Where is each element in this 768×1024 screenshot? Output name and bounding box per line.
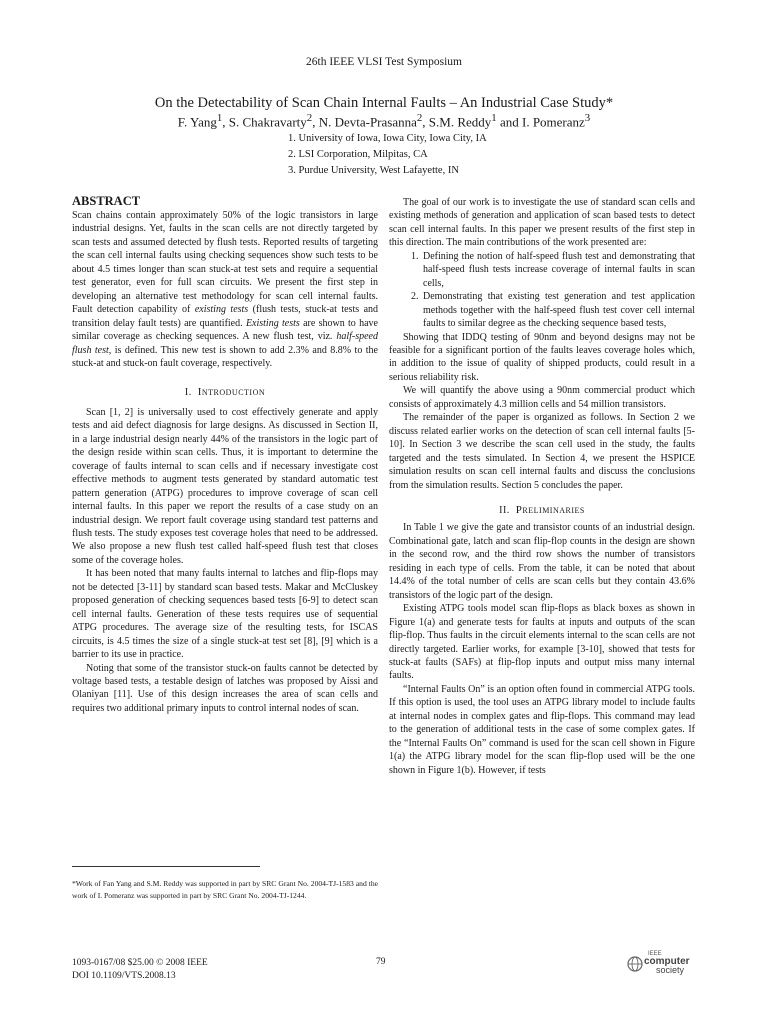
author-line (0, 112, 768, 130)
paragraph: In Table 1 we give the gate and transistor counts of an industrial design. Combinational gate, latch and scan flip-flop counts in the design are shown in the second row, and the third row shows the number of transistors residing in each type of cells. From the table, it can be noted that about 14.4% of the total number of cells are scan cells but they contain 43.6% transistors of the logic part of the design. (389, 522, 695, 601)
abstract-emphasis: Existing tests (245, 317, 300, 329)
affiliation: 1. University of Iowa, Iowa City, Iowa City, IA (288, 133, 487, 144)
author-sep: , (422, 114, 429, 130)
abstract-part: , is defined. This new test is shown to add 2.3% and 8.8% to the stuck-at and stuck-on fault coverage, respectively. (72, 344, 378, 369)
globe-icon (626, 955, 644, 973)
logo-ieee-text: IEEE (648, 951, 662, 957)
affiliation: 3. Purdue University, West Lafayette, IN (288, 165, 459, 176)
issn-line: 1093-0167/08 $25.00 © 2008 IEEE (72, 958, 208, 968)
logo-society-text: society (656, 965, 685, 975)
publication-info (72, 957, 208, 983)
author-sep: , (222, 114, 229, 130)
affiliation: 2. LSI Corporation, Milpitas, CA (288, 149, 428, 160)
footnote-rule (72, 866, 260, 867)
author: I. Pomeranz (521, 114, 585, 130)
author-sep: , (312, 114, 319, 130)
paragraph: The goal of our work is to investigate the use of standard scan cells and existing methods of generation and application of scan based tests to detect scan cell internal faults. In this paper we present results of the first step in this direction. The main contributions of the work presented are: (389, 197, 695, 249)
left-column (72, 209, 378, 715)
footnote: *Work of Fan Yang and S.M. Reddy was supported in part by SRC Grant No. 2004-TJ-1583 and the work of I. Pomeranz was supported in part by SRC Grant No. 2004-TJ-1244. (72, 879, 378, 900)
paragraph: Existing ATPG tools model scan flip-flops as black boxes as shown in Figure 1(a) and generate tests for faults at inputs and outputs of the scan flip-flop. Thus faults in the circuit elements internal to the scan cells are not directly targeted. Earlier works, for example [3-10], showed that tests for stuck-at faults (SAFs) at flip-flop inputs and output miss many internal faults. (389, 603, 695, 682)
abstract-part: are shown to have similar coverage as checking sequences. A new flush test, viz. (72, 317, 378, 343)
paragraph: “Internal Faults On” is an option often found in commercial ATPG tools. If this option is used, the tool uses an ATPG library model to include faults at internal nodes in complex gates and flip-flops. This command may lead to the generation of additional tests in the case of some complex gates. If the “Internal Faults On” command is used for the scan cell shown in Figure 1(a) the ATPG library model for the scan flip-flop used will be the one shown in Figure 1(b). However, if tests (389, 683, 695, 776)
paper-title: On the Detectability of Scan Chain Internal Faults – An Industrial Case Study* (154, 95, 614, 111)
affiliations (288, 131, 487, 179)
section-number: I. (184, 387, 192, 399)
abstract-emphasis: half-speed flush test (72, 331, 378, 356)
author: F. Yang (177, 114, 217, 130)
abstract-text (72, 209, 378, 370)
author-sep: and (496, 114, 522, 130)
paragraph: Noting that some of the transistor stuck-on faults cannot be detected by voltage based tests, a testable design of latches was proposed by Aissi and Olaniyan [11]. Use of this design increases the area of scan cells and requires two additional primary inputs to control internal nodes of scan. (72, 662, 378, 714)
abstract-emphasis: existing tests (194, 304, 249, 316)
section-title: Introduction (197, 386, 266, 399)
symposium-name: 26th IEEE VLSI Test Symposium (306, 56, 462, 68)
page-number: 79 (376, 957, 386, 967)
author: S.M. Reddy (428, 114, 492, 130)
author: N. Devta-Prasanna (318, 114, 417, 130)
list-item: 2. Demonstrating that existing test generation and test application methods together with the half-speed flush test cover cell internal faults to similar degree as the checking sequence based tests, (421, 290, 695, 330)
paragraph: Showing that IDDQ testing of 90nm and beyond designs may not be feasible for a significant portion of the faults leaves coverage holes which, in addition to the issue of quality of shipped products, could result in a serious reliability risk. (389, 331, 695, 383)
paragraph: Scan [1, 2] is universally used to cost effectively generate and apply tests and aid defect diagnosis for large designs. As discussed in Section II, in a large industrial design nearly 44% of the transistors in the logic part of the design reside within scan cells. Thus, it is important to determine the coverage of faults internal to scan cells and if necessary investigate cost effective methods to augment tests generated by standard automatic test pattern generation (ATPG) procedures to improve coverage of scan cell internal faults. In this paper we report the results of a case study on an industrial design. We report fault coverage using standard test patterns and flush tests. The study exposes test coverage holes that need to be addressed. We also propose a new flush test called half-speed flush test that closes some of the coverage holes. (72, 406, 378, 566)
abstract-part: Scan chains contain approximately 50% of the logic transistors in large industrial designs. Yet, faults in the scan cells are not directly targeted by scan tests and assumed detected by flush tests. Reported results of targeting the scan cell internal faults using checking sequences show such tests to be about 4.5 times longer than scan stuck-at test sets and require a sequential test generator, even for full scan circuits. We present the first step in developing an alternative test methodology for scan cell internal faults. Fault detection capability of (72, 210, 378, 316)
right-column (389, 196, 695, 777)
section-number: II. (499, 504, 510, 516)
section-title: Preliminaries (515, 503, 585, 516)
section-heading-preliminaries (389, 504, 695, 517)
doi-line: DOI 10.1109/VTS.2008.13 (72, 971, 176, 981)
computer-society-logo (626, 951, 696, 975)
author-affil-sup: 3 (584, 112, 591, 124)
author-affil-sup: 1 (491, 112, 497, 124)
paragraph: It has been noted that many faults internal to latches and flip-flops may not be detected [3-11] by standard scan based tests. Makar and McCluskey proposed generation of checking sequences based tests [6-9] to detect scan cell internal faults. Generation of these tests requires use of sequential ATPG procedures. The average size of the resulting tests, for ISCAS circuits, is 4.5 times the size of a single stuck-at test set [8], [9] which is a barrier to its use in practice. (72, 568, 378, 661)
author: S. Chakravarty (228, 114, 307, 130)
list-item: 1. Defining the notion of half-speed flush test and demonstrating that half-speed flush tests increase coverage of internal faults in scan cells, (421, 250, 695, 290)
author-affil-sup: 1 (216, 112, 223, 124)
paragraph: We will quantify the above using a 90nm commercial product which consists of approximately 4.3 million cells and 54 million transistors. (389, 385, 695, 410)
paragraph: The remainder of the paper is organized as follows. In Section 2 we discuss related earlier works on the detection of scan cell internal faults [5-10]. In Section 3 we describe the scan cell used in the study, the faults targeted and the tests simulated. In Section 4, we present the HSPICE simulation results on scan cell internal faults and discuss the conclusions from the simulation results. Section 5 concludes the paper. (389, 412, 695, 491)
author-affil-sup: 2 (306, 112, 313, 124)
section-heading-introduction (72, 386, 378, 399)
abstract-heading: ABSTRACT (72, 194, 141, 208)
abstract-part: (flush tests, stuck-at tests and transition delay fault tests) are quantified. (72, 304, 379, 329)
author-affil-sup: 2 (416, 112, 423, 124)
contribution-list (389, 250, 695, 331)
logo-computer-text: computer (644, 956, 690, 967)
